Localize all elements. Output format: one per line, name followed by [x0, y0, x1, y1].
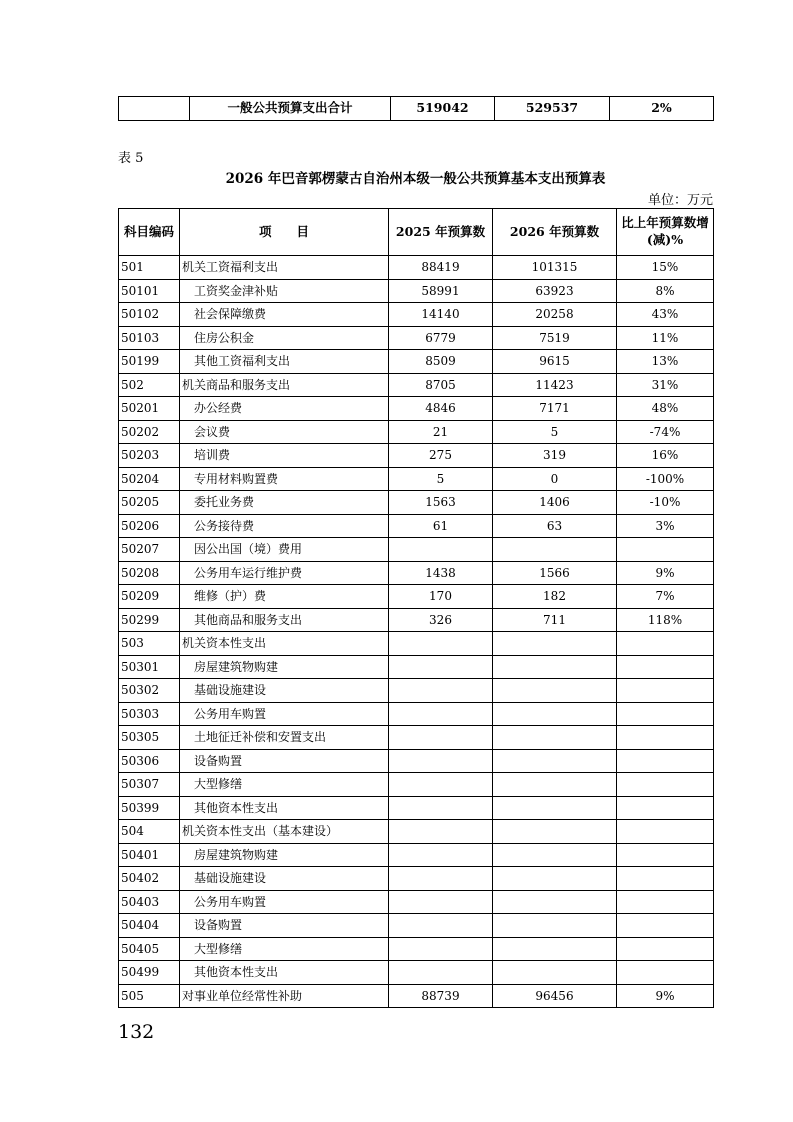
row-change	[617, 632, 714, 656]
row-item-name: 工资奖金津补贴	[180, 279, 389, 303]
row-budget-2025	[389, 937, 493, 961]
row-budget-2026: 711	[493, 608, 617, 632]
row-code: 50307	[119, 773, 180, 797]
row-change	[617, 726, 714, 750]
row-item-name: 大型修缮	[180, 773, 389, 797]
row-code: 50401	[119, 843, 180, 867]
table-row	[119, 914, 714, 938]
row-budget-2025	[389, 796, 493, 820]
table-row	[119, 796, 714, 820]
row-change	[617, 890, 714, 914]
row-budget-2025: 8509	[389, 350, 493, 374]
row-item-name: 委托业务费	[180, 491, 389, 515]
row-budget-2026: 11423	[493, 373, 617, 397]
row-item-name: 大型修缮	[180, 937, 389, 961]
row-budget-2026: 63923	[493, 279, 617, 303]
summary-budget-2025: 519042	[391, 97, 495, 121]
table-row	[119, 491, 714, 515]
table-row	[119, 514, 714, 538]
row-budget-2025	[389, 961, 493, 985]
row-code: 50305	[119, 726, 180, 750]
row-change: 118%	[617, 608, 714, 632]
table-row	[119, 279, 714, 303]
table-row	[119, 444, 714, 468]
row-budget-2026	[493, 820, 617, 844]
row-change: -100%	[617, 467, 714, 491]
row-item-name: 公务用车购置	[180, 702, 389, 726]
summary-change: 2%	[610, 97, 714, 121]
row-change	[617, 820, 714, 844]
row-code: 50103	[119, 326, 180, 350]
row-item-name: 机关资本性支出	[180, 632, 389, 656]
row-budget-2026	[493, 702, 617, 726]
row-code: 50101	[119, 279, 180, 303]
row-code: 50301	[119, 655, 180, 679]
row-code: 50302	[119, 679, 180, 703]
row-budget-2025	[389, 843, 493, 867]
table-body	[119, 256, 714, 1008]
row-change	[617, 538, 714, 562]
row-change: 15%	[617, 256, 714, 280]
row-budget-2026: 0	[493, 467, 617, 491]
table-row	[119, 726, 714, 750]
summary-code-cell	[119, 97, 190, 121]
unit-label: 单位：万元	[647, 193, 713, 208]
table-row	[119, 538, 714, 562]
row-budget-2026: 9615	[493, 350, 617, 374]
row-change	[617, 702, 714, 726]
header-change: 比上年预算数增(减)%	[617, 209, 714, 256]
row-budget-2026	[493, 655, 617, 679]
table-row	[119, 679, 714, 703]
row-change: 48%	[617, 397, 714, 421]
row-budget-2026	[493, 961, 617, 985]
row-code: 50206	[119, 514, 180, 538]
row-budget-2025: 170	[389, 585, 493, 609]
row-code: 50405	[119, 937, 180, 961]
row-code: 50404	[119, 914, 180, 938]
row-item-name: 社会保障缴费	[180, 303, 389, 327]
row-budget-2025: 88419	[389, 256, 493, 280]
row-item-name: 土地征迁补偿和安置支出	[180, 726, 389, 750]
row-item-name: 设备购置	[180, 914, 389, 938]
row-code: 50199	[119, 350, 180, 374]
row-item-name: 基础设施建设	[180, 679, 389, 703]
row-change	[617, 773, 714, 797]
row-item-name: 机关工资福利支出	[180, 256, 389, 280]
row-item-name: 专用材料购置费	[180, 467, 389, 491]
row-budget-2026: 63	[493, 514, 617, 538]
table-row	[119, 937, 714, 961]
row-item-name: 公务用车购置	[180, 890, 389, 914]
table-row	[119, 303, 714, 327]
row-budget-2025: 326	[389, 608, 493, 632]
table-row	[119, 890, 714, 914]
row-code: 505	[119, 984, 180, 1008]
table-row	[119, 655, 714, 679]
row-budget-2026: 96456	[493, 984, 617, 1008]
row-budget-2025: 88739	[389, 984, 493, 1008]
row-budget-2026	[493, 843, 617, 867]
row-change	[617, 937, 714, 961]
row-budget-2026	[493, 914, 617, 938]
row-budget-2026	[493, 796, 617, 820]
header-row	[119, 209, 714, 256]
row-budget-2025	[389, 655, 493, 679]
summary-budget-2026: 529537	[495, 97, 610, 121]
row-budget-2026	[493, 937, 617, 961]
row-change	[617, 655, 714, 679]
row-budget-2025	[389, 702, 493, 726]
table-row	[119, 397, 714, 421]
row-budget-2026: 7171	[493, 397, 617, 421]
row-change	[617, 843, 714, 867]
row-budget-2025	[389, 914, 493, 938]
row-change: 13%	[617, 350, 714, 374]
row-change	[617, 914, 714, 938]
table-row	[119, 467, 714, 491]
row-budget-2025: 21	[389, 420, 493, 444]
header-budget-2026: 2026 年预算数	[493, 209, 617, 256]
row-code: 50209	[119, 585, 180, 609]
row-budget-2026: 5	[493, 420, 617, 444]
summary-label: 一般公共预算支出合计	[190, 97, 391, 121]
row-budget-2026	[493, 726, 617, 750]
row-code: 50499	[119, 961, 180, 985]
row-change	[617, 867, 714, 891]
row-budget-2025: 6779	[389, 326, 493, 350]
summary-row	[119, 97, 714, 121]
row-change: 9%	[617, 561, 714, 585]
row-budget-2025	[389, 632, 493, 656]
row-budget-2025: 58991	[389, 279, 493, 303]
row-item-name: 培训费	[180, 444, 389, 468]
row-change	[617, 796, 714, 820]
row-code: 502	[119, 373, 180, 397]
row-item-name: 对事业单位经常性补助	[180, 984, 389, 1008]
row-code: 50203	[119, 444, 180, 468]
row-code: 50403	[119, 890, 180, 914]
row-budget-2026	[493, 679, 617, 703]
row-budget-2025	[389, 820, 493, 844]
row-budget-2026	[493, 890, 617, 914]
row-item-name: 设备购置	[180, 749, 389, 773]
table-row	[119, 773, 714, 797]
budget-table	[118, 208, 714, 1008]
row-code: 503	[119, 632, 180, 656]
table-row	[119, 373, 714, 397]
row-item-name: 机关商品和服务支出	[180, 373, 389, 397]
header-code: 科目编码	[119, 209, 180, 256]
row-budget-2026: 20258	[493, 303, 617, 327]
table-row	[119, 632, 714, 656]
row-item-name: 其他商品和服务支出	[180, 608, 389, 632]
row-item-name: 其他资本性支出	[180, 961, 389, 985]
row-budget-2025	[389, 867, 493, 891]
row-change: -74%	[617, 420, 714, 444]
row-item-name: 公务用车运行维护费	[180, 561, 389, 585]
row-code: 50202	[119, 420, 180, 444]
row-budget-2025: 4846	[389, 397, 493, 421]
row-code: 50299	[119, 608, 180, 632]
table-row	[119, 326, 714, 350]
row-item-name: 办公经费	[180, 397, 389, 421]
row-code: 50102	[119, 303, 180, 327]
row-code: 50204	[119, 467, 180, 491]
table-row	[119, 561, 714, 585]
row-change: 3%	[617, 514, 714, 538]
row-item-name: 因公出国（境）费用	[180, 538, 389, 562]
row-budget-2026: 319	[493, 444, 617, 468]
row-code: 50207	[119, 538, 180, 562]
row-change	[617, 961, 714, 985]
table-row	[119, 256, 714, 280]
row-code: 501	[119, 256, 180, 280]
row-code: 50208	[119, 561, 180, 585]
row-item-name: 住房公积金	[180, 326, 389, 350]
table-row	[119, 420, 714, 444]
row-budget-2025: 1563	[389, 491, 493, 515]
row-code: 50306	[119, 749, 180, 773]
table-title: 2026 年巴音郭楞蒙古自治州本级一般公共预算基本支出预算表	[225, 171, 606, 187]
row-change: 8%	[617, 279, 714, 303]
row-change: -10%	[617, 491, 714, 515]
summary-table	[118, 96, 714, 121]
table-row	[119, 749, 714, 773]
row-budget-2025	[389, 890, 493, 914]
row-budget-2025	[389, 749, 493, 773]
row-budget-2025: 5	[389, 467, 493, 491]
row-item-name: 其他资本性支出	[180, 796, 389, 820]
row-item-name: 房屋建筑物购建	[180, 843, 389, 867]
row-budget-2026: 1566	[493, 561, 617, 585]
table-row	[119, 608, 714, 632]
row-budget-2025	[389, 726, 493, 750]
table-row	[119, 961, 714, 985]
row-code: 50201	[119, 397, 180, 421]
row-code: 504	[119, 820, 180, 844]
row-budget-2026	[493, 773, 617, 797]
row-change: 31%	[617, 373, 714, 397]
row-code: 50205	[119, 491, 180, 515]
table-row	[119, 820, 714, 844]
row-code: 50402	[119, 867, 180, 891]
row-budget-2026	[493, 749, 617, 773]
row-item-name: 机关资本性支出（基本建设）	[180, 820, 389, 844]
row-item-name: 房屋建筑物购建	[180, 655, 389, 679]
table-row	[119, 867, 714, 891]
row-change: 43%	[617, 303, 714, 327]
table-row	[119, 350, 714, 374]
row-budget-2025: 1438	[389, 561, 493, 585]
row-budget-2026	[493, 538, 617, 562]
table-row	[119, 984, 714, 1008]
table-row	[119, 585, 714, 609]
header-budget-2025: 2025 年预算数	[389, 209, 493, 256]
row-item-name: 其他工资福利支出	[180, 350, 389, 374]
row-budget-2025	[389, 679, 493, 703]
row-item-name: 会议费	[180, 420, 389, 444]
row-budget-2025: 275	[389, 444, 493, 468]
row-item-name: 基础设施建设	[180, 867, 389, 891]
row-code: 50303	[119, 702, 180, 726]
table-label: 表 5	[118, 151, 144, 166]
row-item-name: 维修（护）费	[180, 585, 389, 609]
row-budget-2026: 1406	[493, 491, 617, 515]
row-change: 11%	[617, 326, 714, 350]
row-change: 7%	[617, 585, 714, 609]
row-budget-2025: 8705	[389, 373, 493, 397]
table-row	[119, 843, 714, 867]
row-budget-2026: 101315	[493, 256, 617, 280]
row-change	[617, 749, 714, 773]
row-code: 50399	[119, 796, 180, 820]
row-budget-2026: 7519	[493, 326, 617, 350]
row-item-name: 公务接待费	[180, 514, 389, 538]
row-change: 9%	[617, 984, 714, 1008]
row-budget-2025	[389, 538, 493, 562]
row-budget-2026	[493, 632, 617, 656]
row-budget-2026: 182	[493, 585, 617, 609]
row-budget-2025: 61	[389, 514, 493, 538]
row-change	[617, 679, 714, 703]
table-row	[119, 702, 714, 726]
row-budget-2025: 14140	[389, 303, 493, 327]
row-budget-2026	[493, 867, 617, 891]
header-item: 项 目	[180, 209, 389, 256]
row-change: 16%	[617, 444, 714, 468]
row-budget-2025	[389, 773, 493, 797]
page-number: 132	[118, 1021, 155, 1043]
